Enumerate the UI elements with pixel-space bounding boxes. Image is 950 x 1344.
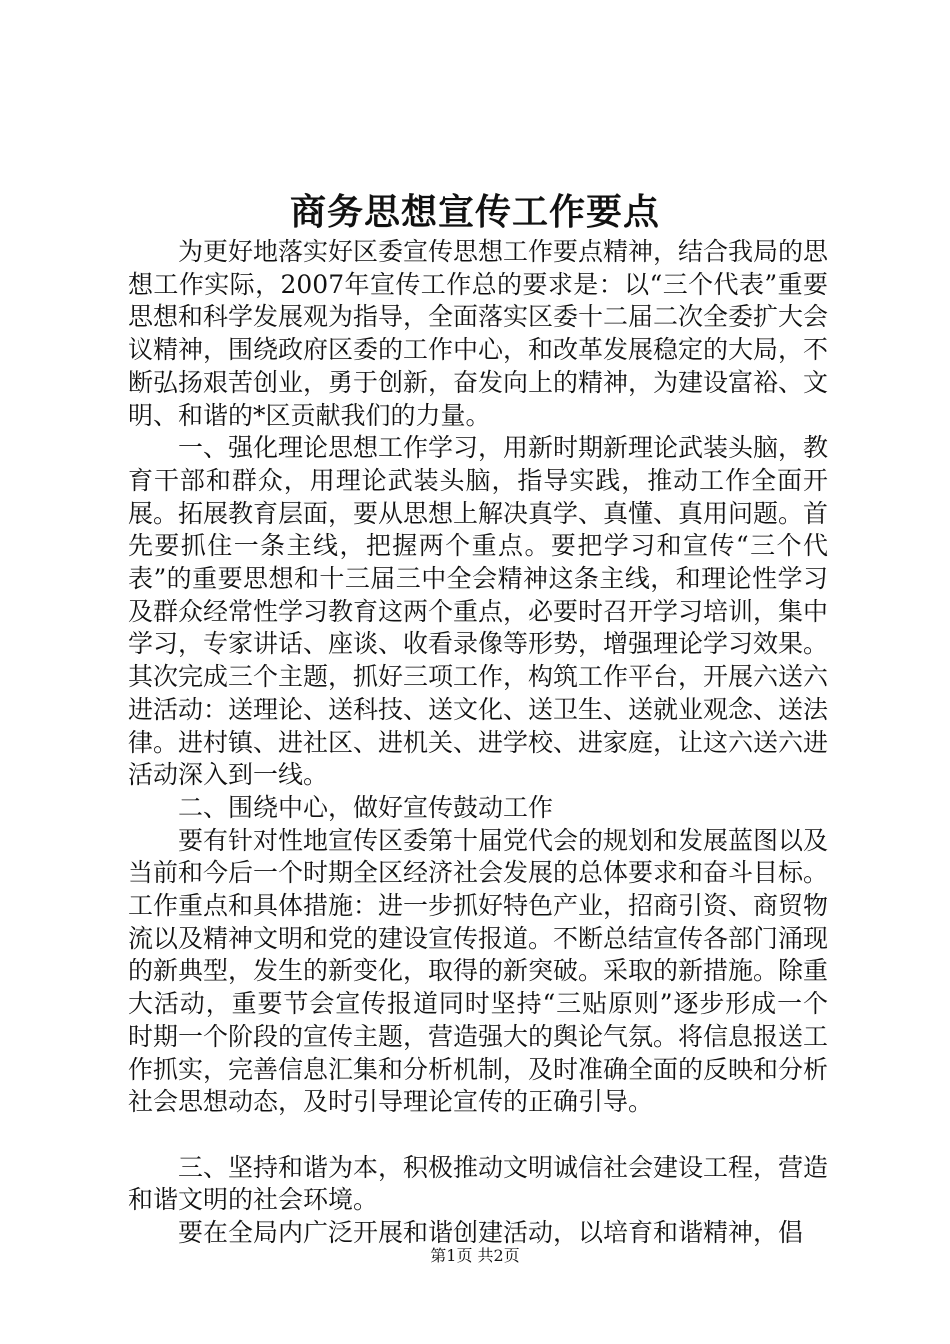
section-one-paragraph: 一、强化理论思想工作学习，用新时期新理论武装头脑，教育干部和群众，用理论武装头脑，指导实践，推动工作全面开展。拓展教育层面，要从思想上解决真学、真懂、真用问题。首先要抓住一条主线，把握两个重点。要把学习和宣传“三个代表”的重要思想和十三届三中全会精神这条主线，和理论性学习及群众经常性学习教育这两个重点，必要时召开学习培训，集中学习，专家讲话、座谈、收看录像等形势，增强理论学习效果。其次完成三个主题，抓好三项工作，构筑工作平台，开展六送六进活动：送理论、送科技、送文化、送卫生、送就业观念、送法律。进村镇、进社区、进机关、进学校、进家庭，让这六送六进活动深入到一线。 <box>128 433 829 790</box>
document-title: 商务思想宣传工作要点 <box>289 191 660 233</box>
intro-paragraph: 为更好地落实好区委宣传思想工作要点精神，结合我局的思想工作实际，2007年宣传工作总的要求是：以“三个代表”重要思想和科学发展观为指导，全面落实区委十二届二次全委扩大会议精神，围绕政府区委的工作中心，和改革发展稳定的大局，不断弘扬艰苦创业，勇于创新，奋发向上的精神，为建设富裕、文明、和谐的*区贡献我们的力量。 <box>128 237 829 430</box>
section-three-paragraph: 要在全局内广泛开展和谐创建活动，以培育和谐精神，倡 <box>178 1218 804 1248</box>
section-three-heading: 三、坚持和谐为本，积极推动文明诚信社会建设工程，营造和谐文明的社会环境。 <box>128 1152 829 1215</box>
section-two-paragraph: 要有针对性地宣传区委第十届党代会的规划和发展蓝图以及当前和今后一个时期全区经济社会发展的总体要求和奋斗目标。工作重点和具体措施：进一步抓好特色产业，招商引资、商贸物流以及精神文明和党的建设宣传报道。不断总结宣传各部门涌现的新典型，发生的新变化，取得的新突破。采取的新措施。除重大活动，重要节会宣传报道同时坚持“三贴原则”逐步形成一个时期一个阶段的宣传主题，营造强大的舆论气氛。将信息报送工作抓实，完善信息汇集和分析机制，及时准确全面的反映和分析社会思想动态，及时引导理论宣传的正确引导。 <box>128 825 829 1117</box>
page-footer: 第1页 共2页 <box>430 1246 520 1265</box>
document-body <box>128 236 828 1250</box>
paragraph-spacer <box>128 1119 828 1152</box>
section-two-heading: 二、围绕中心，做好宣传鼓动工作 <box>178 792 554 822</box>
